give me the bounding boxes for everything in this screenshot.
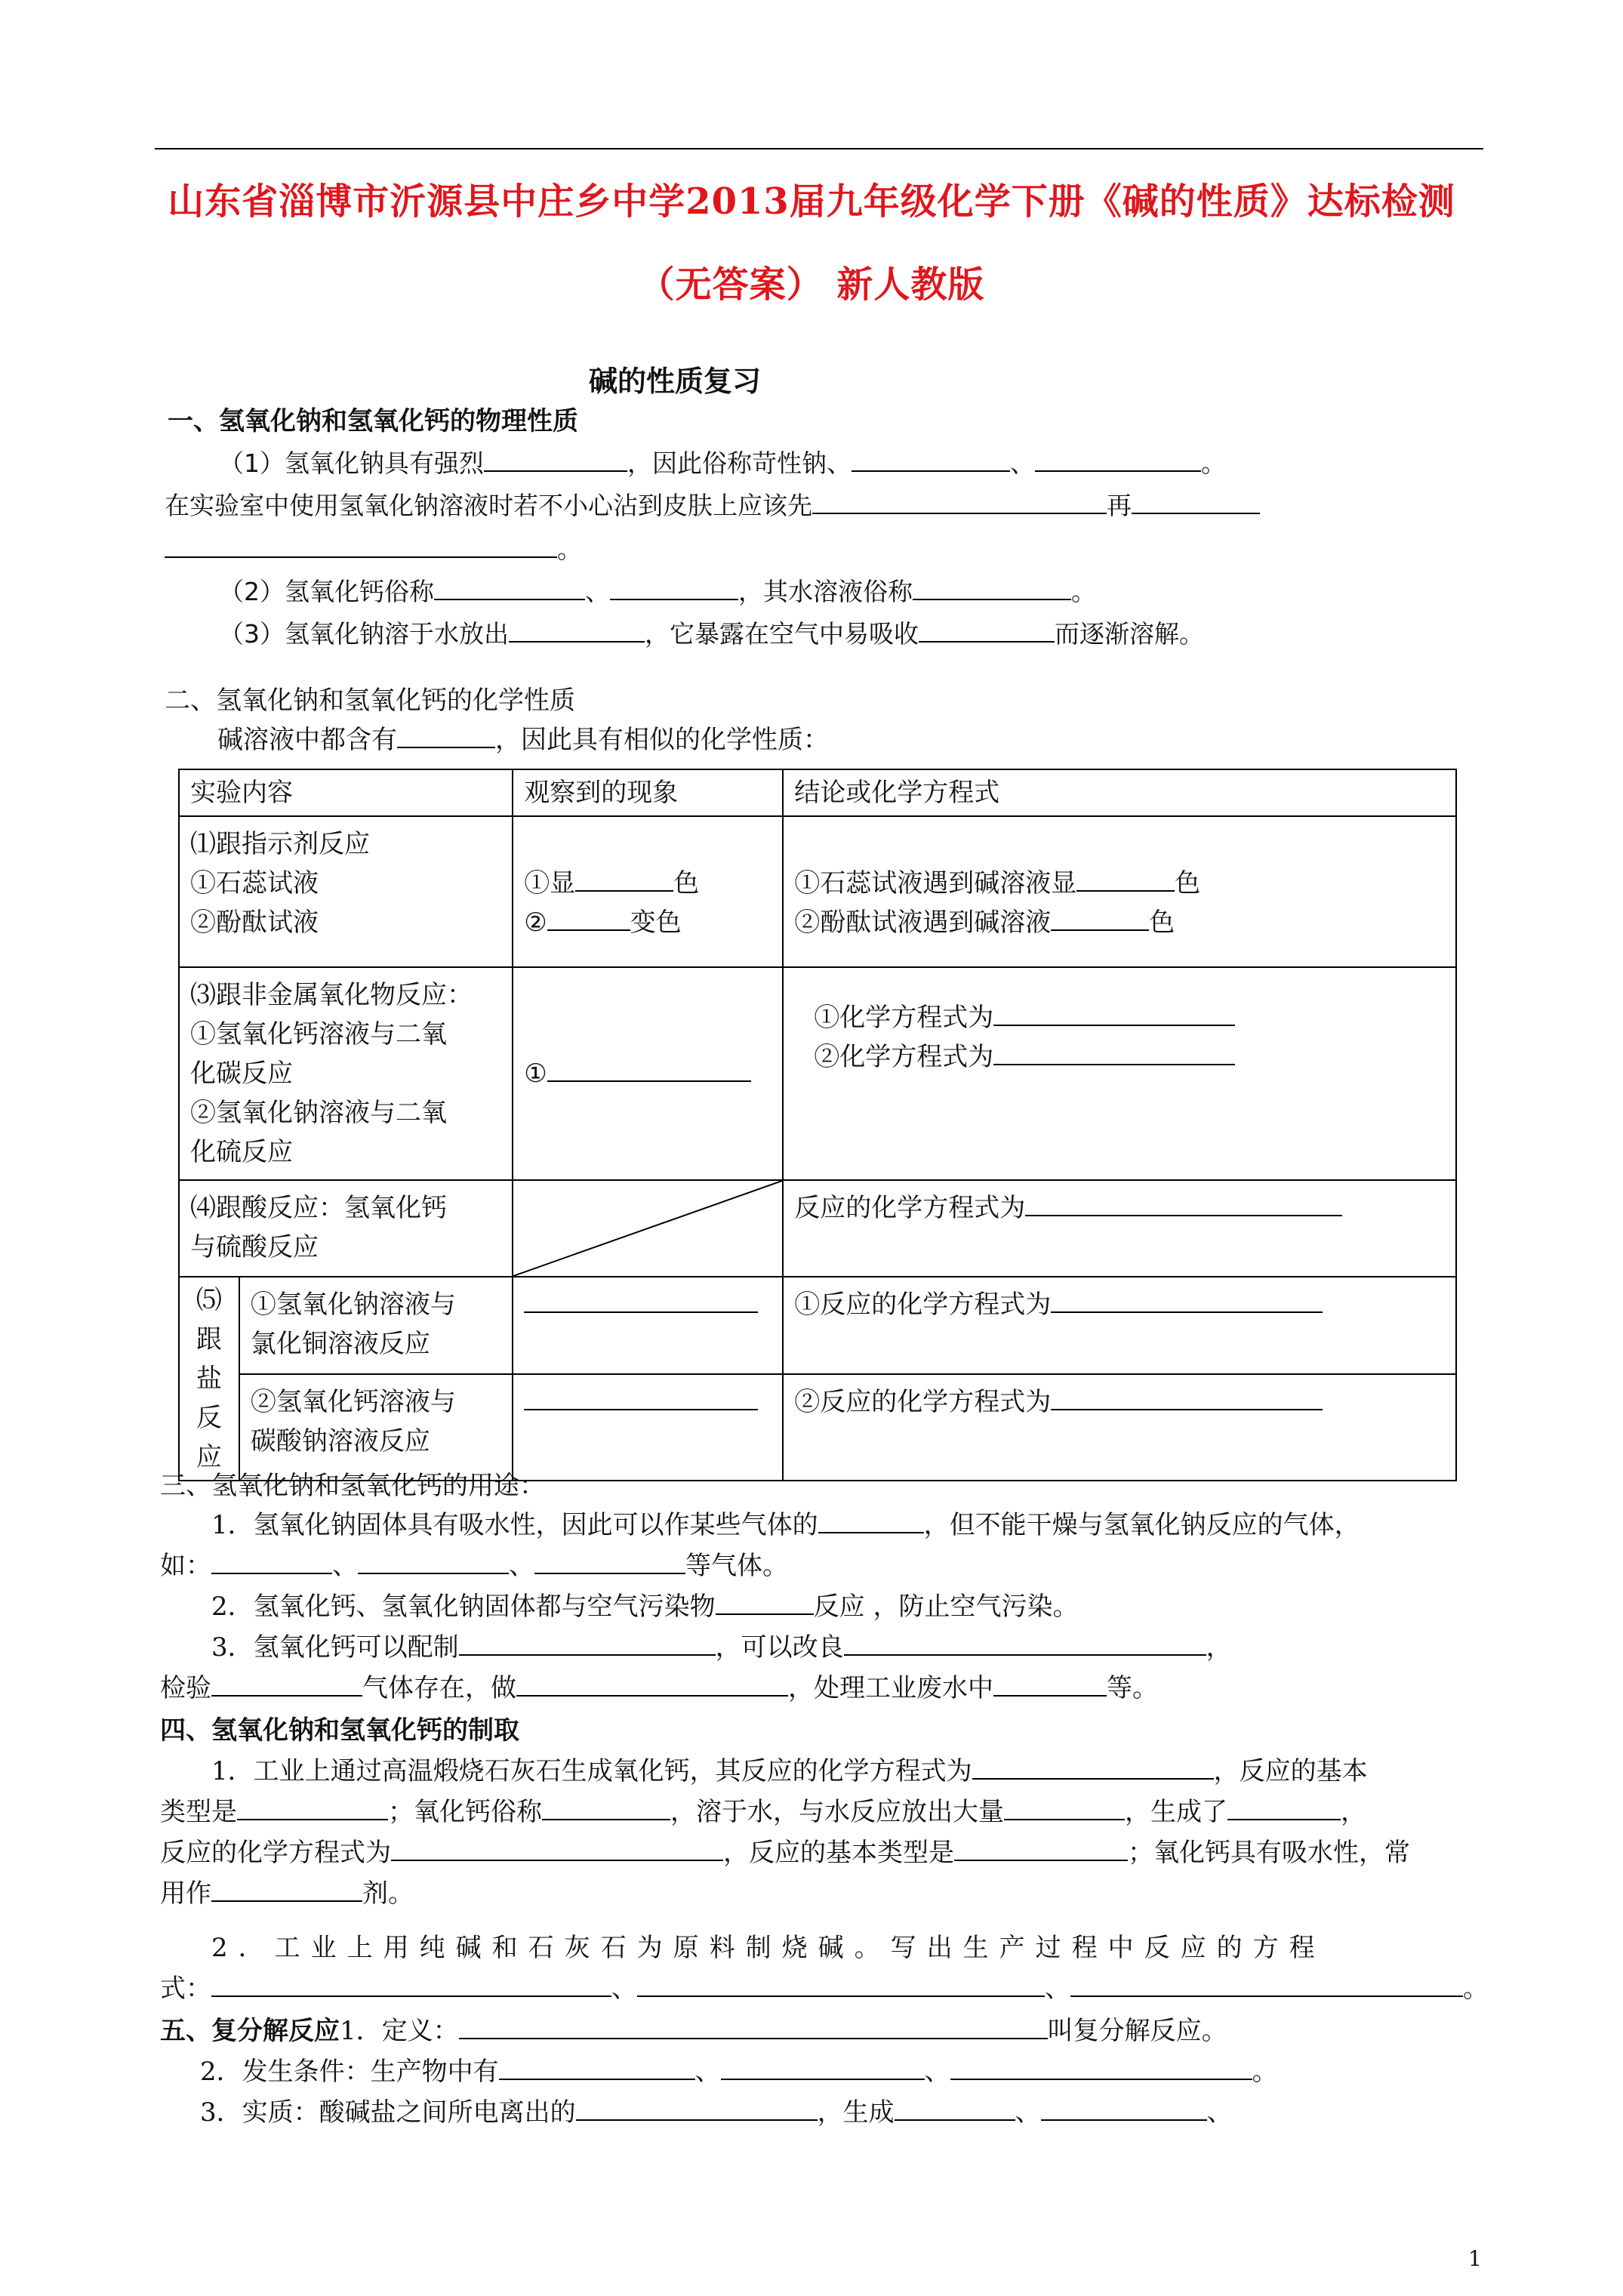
table-header-row	[179, 769, 1456, 816]
blank	[397, 723, 495, 748]
blank	[1004, 1795, 1125, 1820]
text: 、	[694, 2057, 721, 2087]
s4-line5: 2．工业上用纯碱和石灰石为原料制烧碱。写出生产过程中反应的方程	[211, 1933, 1326, 1963]
blank	[993, 1001, 1235, 1026]
blank	[459, 2014, 1048, 2039]
text: ，	[1341, 1797, 1366, 1827]
s4-line6	[160, 1968, 1489, 2005]
s5-line1	[160, 2010, 1227, 2047]
text: ②酚酞试液	[190, 908, 319, 938]
header-cell: 实验内容	[179, 769, 513, 816]
text: 剂。	[362, 1878, 414, 1909]
text: 类型是	[160, 1797, 237, 1827]
blank	[459, 1631, 716, 1656]
text: ，生成了	[1125, 1797, 1227, 1827]
text: ①石蕊试液	[190, 868, 319, 898]
text: ，处理工业废水中	[788, 1673, 993, 1703]
text: 如：	[160, 1551, 211, 1581]
diagonal-strike	[513, 1181, 782, 1276]
blank	[358, 1549, 509, 1574]
blank	[576, 2096, 818, 2121]
blank	[919, 618, 1055, 643]
blank	[1070, 1972, 1463, 1997]
text: 碳酸钠溶液反应	[250, 1425, 430, 1456]
text: 化碳反应	[190, 1059, 293, 1089]
review-title: 碱的性质复习	[589, 365, 762, 398]
s1-q2-line	[219, 572, 1096, 608]
blank	[524, 1288, 758, 1313]
blank	[950, 2055, 1252, 2080]
text: ⑴跟指示剂反应	[190, 829, 370, 859]
section4-heading: 四、氢氧化钠和氢氧化钙的制取	[160, 1715, 519, 1746]
blank	[1051, 906, 1149, 931]
text: ⑷跟酸反应：氢氧化钙	[190, 1193, 447, 1223]
s4-line3	[160, 1832, 1410, 1869]
text: 变色	[630, 908, 682, 938]
blank	[484, 448, 627, 472]
blank	[509, 618, 645, 643]
document-title-line1: 山东省淄博市沂源县中庄乡中学2013届九年级化学下册《碱的性质》达标检测	[168, 180, 1455, 223]
text: ，因此俗称苛性钠、	[627, 448, 852, 478]
text: ②化学方程式为	[814, 1042, 994, 1072]
s1-q1-line3	[165, 530, 582, 566]
section5-heading: 五、复分解反应	[160, 2016, 340, 2046]
text: 跟	[196, 1324, 222, 1354]
observation-cell	[513, 1277, 783, 1374]
text: ，其水溶液俗称	[738, 577, 913, 606]
text: 、	[332, 1551, 358, 1581]
text: ⑶跟非金属氧化物反应：	[190, 980, 473, 1010]
text: 。	[1463, 1974, 1489, 2004]
blank	[534, 1549, 685, 1574]
text: 气体存在，做	[362, 1673, 516, 1703]
text: ，生成	[817, 2097, 895, 2128]
text: 、	[924, 2057, 950, 2087]
text: 、	[1045, 1974, 1070, 2004]
text: 3．氢氧化钙可以配制	[211, 1632, 459, 1663]
text: 、	[1015, 2097, 1041, 2128]
content-cell	[239, 1277, 513, 1374]
text: 1．氢氧化钠固体具有吸水性，因此可以作某些气体的	[211, 1510, 818, 1540]
text: （2）氢氧化钙俗称	[219, 577, 434, 606]
text: ，溶于水，与水反应放出大量	[670, 1797, 1004, 1827]
text: 反应的化学方程式为	[794, 1193, 1026, 1223]
s1-q1-line	[219, 444, 1226, 479]
header-cell: 观察到的现象	[513, 769, 783, 816]
blank	[547, 906, 630, 931]
blank	[852, 448, 1010, 472]
text: 。	[1071, 577, 1096, 606]
text: 、	[509, 1551, 534, 1581]
blank	[542, 1795, 670, 1820]
text: 、	[585, 577, 610, 606]
conclusion-cell	[783, 1180, 1456, 1277]
blank	[637, 1972, 1045, 1997]
s3-line1	[211, 1504, 1360, 1541]
s3-line5	[160, 1667, 1158, 1704]
header-rule	[155, 148, 1483, 149]
conclusion-cell	[783, 816, 1456, 967]
text	[814, 998, 1445, 1037]
blank	[993, 1672, 1107, 1697]
text: ②酚酞试液遇到碱溶液	[794, 908, 1052, 938]
text: 在实验室中使用氢氧化钠溶液时若不小心沾到皮肤上应该先	[165, 491, 812, 520]
blank	[1041, 2096, 1207, 2121]
text: ①石蕊试液遇到碱溶液显	[794, 868, 1077, 898]
text: ，反应的基本	[1213, 1756, 1368, 1786]
content-cell	[179, 816, 513, 967]
table-row	[179, 816, 1456, 967]
blank	[547, 1057, 751, 1082]
blank	[211, 1549, 332, 1574]
s3-line2	[160, 1545, 788, 1582]
text: 等气体。	[685, 1551, 788, 1581]
text: ②反应的化学方程式为	[794, 1386, 1052, 1417]
observation-cell-empty	[513, 1180, 783, 1277]
s5-line2	[200, 2051, 1278, 2088]
s4-line1	[211, 1750, 1368, 1787]
text: ，它暴露在空气中易吸收	[645, 619, 919, 649]
table-row	[179, 967, 1456, 1180]
blank	[1051, 1288, 1323, 1313]
blank	[499, 2055, 695, 2080]
text: 。	[1201, 448, 1226, 478]
text: 与硫酸反应	[190, 1232, 319, 1262]
text: 再	[1107, 491, 1132, 520]
text: ①	[524, 1059, 547, 1089]
blank	[516, 1672, 788, 1697]
text: ②氢氧化钠溶液与二氧	[190, 1098, 447, 1128]
text	[794, 864, 1445, 903]
blank	[818, 1509, 924, 1533]
content-cell	[179, 1180, 513, 1277]
blank	[524, 1385, 758, 1410]
text: 2．氢氧化钙、氢氧化钠固体都与空气污染物	[211, 1592, 716, 1622]
text: ；氧化钙具有吸水性，常	[1128, 1838, 1410, 1868]
text: 色	[673, 868, 700, 898]
text: 应	[196, 1442, 222, 1472]
content-cell	[179, 967, 513, 1180]
blank	[812, 490, 1107, 514]
text: 色	[1175, 868, 1201, 898]
blank	[844, 1631, 1206, 1656]
text: 反	[196, 1403, 222, 1433]
observation-cell	[513, 967, 783, 1180]
observation-cell	[513, 1374, 783, 1481]
blank	[610, 576, 738, 600]
s5-line3	[200, 2091, 1233, 2128]
text: ⑸	[196, 1285, 222, 1315]
blank	[575, 867, 673, 892]
text: ；氧化钙俗称	[388, 1797, 542, 1827]
s4-line4	[160, 1872, 414, 1909]
header-cell: 结论或化学方程式	[783, 769, 1456, 816]
text: ①氢氧化钙溶液与二氧	[190, 1019, 447, 1049]
blank	[1025, 1191, 1342, 1216]
s3-line3	[211, 1586, 1078, 1623]
conclusion-cell	[783, 967, 1456, 1180]
text: 氯化铜溶液反应	[250, 1329, 430, 1359]
blank	[1051, 1385, 1323, 1410]
text: 碱溶液中都含有	[217, 725, 397, 755]
text: 1．工业上通过高温煅烧石灰石生成氧化钙，其反应的化学方程式为	[211, 1756, 972, 1786]
text: ②氢氧化钙溶液与	[250, 1386, 456, 1417]
conclusion-cell	[783, 1374, 1456, 1481]
text: 式：	[160, 1974, 211, 2004]
s4-line2	[160, 1791, 1366, 1828]
s2-intro	[217, 719, 829, 756]
text: 、	[1010, 448, 1035, 478]
text: （3）氢氧化钠溶于水放出	[219, 619, 509, 649]
text: 。	[1252, 2057, 1278, 2087]
text: 盐	[196, 1364, 222, 1394]
text: ，但不能干燥与氢氧化钠反应的气体，	[923, 1510, 1360, 1540]
blank	[972, 1755, 1214, 1780]
section2-heading: 二、氢氧化钠和氢氧化钙的化学性质	[165, 686, 575, 716]
section3-heading: 三、氢氧化钠和氢氧化钙的用途：	[160, 1471, 545, 1501]
text: ①反应的化学方程式为	[794, 1290, 1052, 1320]
s3-line4	[211, 1626, 1232, 1663]
blank	[211, 1672, 362, 1697]
blank	[165, 534, 557, 558]
page-number: 1	[1468, 2246, 1482, 2271]
text	[794, 903, 1445, 942]
text: 反应的化学方程式为	[160, 1838, 391, 1868]
observation-cell	[513, 816, 783, 967]
text: 检验	[160, 1673, 211, 1703]
blank	[434, 576, 585, 600]
table-row	[179, 1180, 1456, 1277]
text	[814, 1037, 1445, 1077]
text: 等。	[1107, 1673, 1158, 1703]
text: 1．定义：	[340, 2016, 459, 2046]
text: 叫复分解反应。	[1047, 2016, 1227, 2046]
s1-q1-line2	[165, 486, 1260, 522]
text: 、	[611, 1974, 637, 2004]
text: ①化学方程式为	[814, 1003, 994, 1033]
text	[524, 864, 771, 903]
s1-q3-line	[219, 615, 1204, 650]
conclusion-cell	[783, 1277, 1456, 1374]
table-row	[179, 1277, 1456, 1374]
text: 。	[557, 535, 582, 564]
blank	[211, 1972, 611, 1997]
text: 色	[1149, 908, 1175, 938]
text: ，	[1206, 1632, 1232, 1663]
text: 反应 ，防止空气污染。	[813, 1592, 1079, 1622]
document-title-line2: （无答案） 新人教版	[638, 264, 985, 306]
text: ，可以改良	[715, 1632, 844, 1663]
blank	[954, 1836, 1128, 1861]
blank	[716, 1590, 814, 1615]
blank	[1076, 867, 1175, 892]
text: 、	[1206, 2097, 1233, 2128]
section1-heading: 一、氢氧化钠和氢氧化钙的物理性质	[168, 406, 578, 436]
blank	[211, 1877, 362, 1902]
text: 化硫反应	[190, 1137, 293, 1167]
salt-reaction-label	[179, 1277, 239, 1481]
text: （1）氢氧化钠具有强烈	[219, 448, 484, 478]
text: 3．实质：酸碱盐之间所电离出的	[200, 2097, 576, 2128]
blank	[391, 1836, 723, 1861]
blank	[721, 2055, 925, 2080]
experiment-table	[178, 769, 1457, 1481]
text: ，反应的基本类型是	[723, 1838, 954, 1868]
blank	[913, 576, 1071, 600]
blank	[895, 2096, 1015, 2121]
text: 2．发生条件：生产物中有	[200, 2057, 499, 2087]
text: ②	[524, 908, 547, 938]
blank	[993, 1040, 1235, 1065]
text: 而逐渐溶解。	[1055, 619, 1204, 649]
text: ①氢氧化钠溶液与	[250, 1290, 456, 1320]
blank	[1132, 490, 1260, 514]
text	[524, 903, 771, 942]
blank	[1035, 448, 1201, 472]
blank	[237, 1795, 388, 1820]
text: 用作	[160, 1878, 211, 1909]
text: ①显	[524, 868, 576, 898]
blank	[1227, 1795, 1341, 1820]
text: ，因此具有相似的化学性质：	[495, 725, 829, 755]
